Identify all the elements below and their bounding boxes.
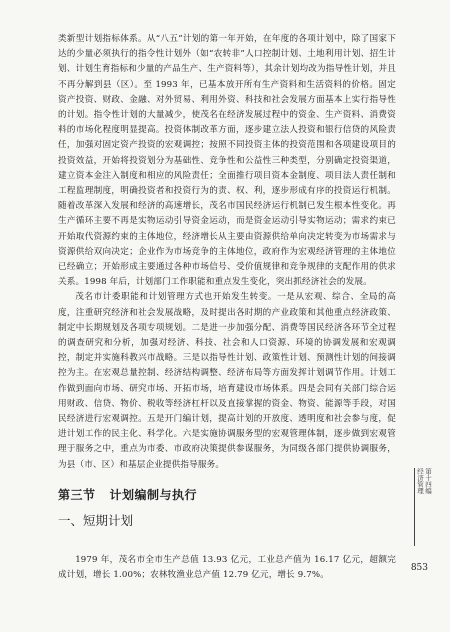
section-heading [58,487,396,503]
page-number: 853 [410,563,428,573]
section-number: 第三节 [58,487,96,502]
section-title: 计划编制与执行 [109,487,198,502]
body-paragraph: 1979 年，茂名市全市生产总值 13.93 亿元，工业总产值为 16.17 亿元，超额完成计划，增长 1.00%；农林牧渔业总产值 12.79 亿元，增长 9.7%。 [58,554,396,581]
page-body [58,32,396,583]
body-paragraph: 茂名市计委职能和计划管理方式也开始发生转变。一是从宏观、综合、全局的高度，注重研究经济和社会发展战略，及时提出各时期的产业政策和其他重点经济政策、制定中长期规划及各项专项规划。二是进一步加强分配、消费等国民经济各环节全过程的调查研究和分析，加强对经济、科技、社会和人口资源、环境的协调发展和宏观调控，制定并实施科教兴市战略。三是以指导性计划、政策性计划、预测性计划的间接调控为主。在宏观总量控制、经济结构调整、经济布局等方面发挥计划调节作用。计划工作做到面向市场、研究市场、开拓市场，培育建设市场体系。四是会同有关部门综合运用财政、信贷、物价、税收等经济杠杆以及直接掌握的资金、物资、能源等手段，对国民经济进行宏观调控。五是开门编计划，提高计划的开放度、透明度和社会参与度，促进计划工作的民主化、科学化。六是实施协调服务型的宏观管理体制，逐步做到宏观管理于服务之中，重点为市委、市政府决策提供参谋服务，为同级各部门提供协调服务，为县（市、区）和基层企业提供指导服务。 [58,292,396,470]
body-paragraph: 类新型计划指标体系。从“八五”计划的第一年开始，在年度的各项计划中，除了国家下达的少量必须执行的指令性计划外（如“农转非”人口控制计划、土地利用计划、招生计划、计划生育指标和少量的产品生产、生产资料等），其余计划均改为指导性计划，并且不再分解到县（区）。至 1993 年，已基本放开所有生产资料和生活资料的价格。固定资产投资、财政、金融、对外贸易、利用外资、科技和社会发展方面基本上实行指导性的计划。指令性计划的大量减少，使茂名在经济发展过程中的资金、生产资料、消费资料的市场化程度明显提高。投资体制改革方面，逐步建立法人投资和银行信贷的风险责任，加强对固定资产投资的宏观调控；按照不同投资主体的投资范围和各项建设项目的投资效益，开始将投资划分为基础性、竞争性和公益性三种类型，分别确定投资渠道，建立资本金注入制度和相应的风险责任；全面推行项目资本金制度、项目法人责任制和工程监理制度，明确投资者和投资行为的责、权、利，逐步形成有序的投资运行机制。随着改革深入发展和经济的高速增长，茂名市国民经济运行机制已发生根本性变化。再生产循环主要不再是实物运动引导资金运动，而是资金运动引导实物运动；需求约束已开始取代资源约束的主体地位，经济增长从主要由资源供给单向决定转变为市场需求与资源供给双向决定；企业作为市场竞争的主体地位，政府作为宏观经济管理的主体地位已经确立；开始形成主要通过各种市场信号、受价值规律和竞争规律的支配作用的供求关系。1998 年后，计划部门工作职能和重点发生变化，突出抓经济社会的发展。 [58,34,396,288]
side-tab-chapter: 第十四编 [424,468,432,494]
chapter-side-tab [414,468,432,546]
subsection-heading: 一、短期计划 [58,512,134,528]
side-tab-topic: 经济管理 [416,468,424,494]
